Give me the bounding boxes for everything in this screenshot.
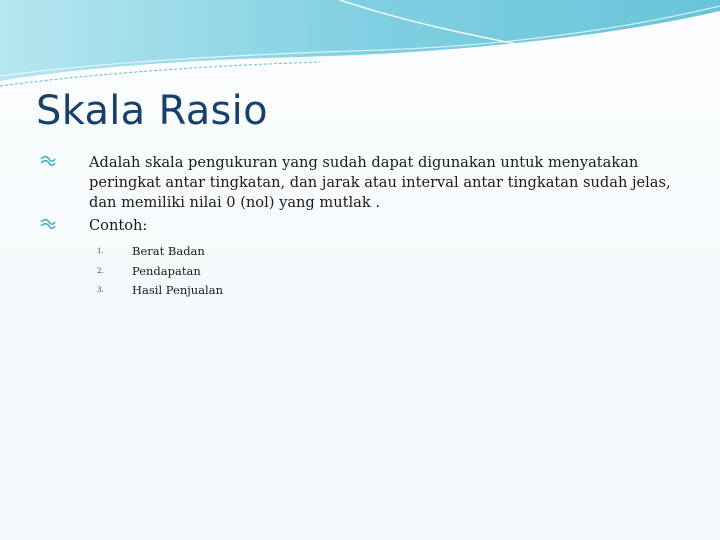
slide-title: Skala Rasio <box>36 88 268 134</box>
list-item <box>40 244 631 264</box>
bullet-text: Adalah skala pengukuran yang sudah dapat digunakan untuk menyatakan peringkat antar tingkatan, dan jarak atau interval antar tingkatan sudah jelas, dan memiliki nilai 0 (nol) yang mutlak . <box>89 154 671 211</box>
list-item-number: 2. <box>97 266 104 275</box>
bullet-text: Contoh: <box>89 217 148 234</box>
list-item-number: 1. <box>97 247 104 255</box>
header-wave-decoration <box>0 0 720 90</box>
bullet-item <box>40 216 680 303</box>
wave-bullet-icon <box>40 155 56 167</box>
numbered-sublist <box>40 244 631 303</box>
list-item <box>40 283 631 303</box>
bullet-list <box>40 153 680 303</box>
bullet-item <box>40 153 680 213</box>
list-item-text: Hasil Penjualan <box>132 283 224 297</box>
list-item-text: Pendapatan <box>132 263 201 278</box>
list-item-number: 3. <box>97 286 104 294</box>
wave-bullet-icon <box>40 218 56 230</box>
list-item-text: Berat Badan <box>132 244 205 258</box>
list-item <box>40 264 631 284</box>
